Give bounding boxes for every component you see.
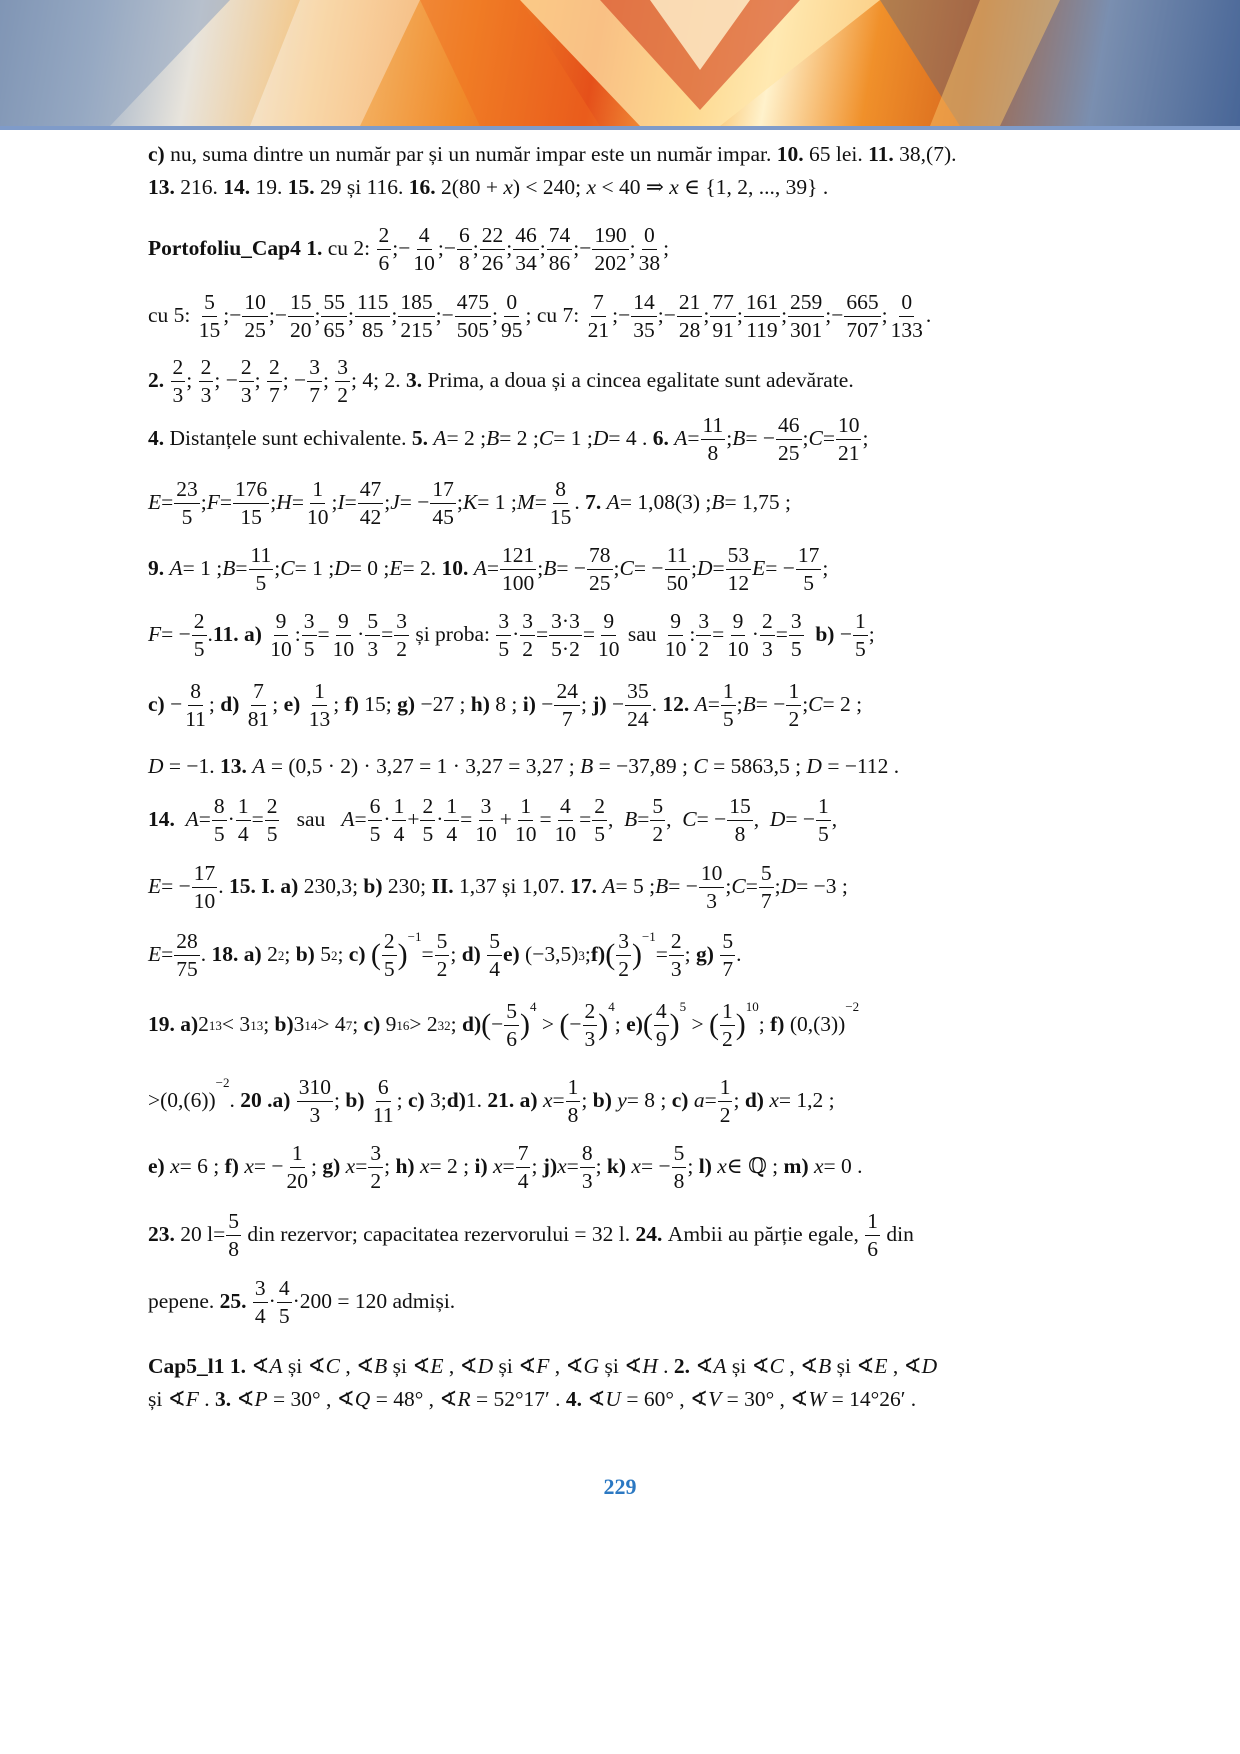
page-number: 229 <box>603 1474 637 1499</box>
line-2: 13. 216. 14. 19. 15. 29 și 116. 16. 2(80 + x) < 240; x < 40 ⇒ x ∈ {1, 2, ..., 39} . <box>148 175 829 199</box>
line-13: E = − 17 10 . 15. I. a) 230,3; b) 230; II. 1,37 și 1,07. 17. A = 5 ; B = − 10 3 ; C = 5 7 ; D = −3 ; <box>148 861 848 913</box>
line-1: c) nu, suma dintre un număr par și un număr impar este un număr impar. 10. 65 lei. 11. 38,(7). <box>148 142 957 166</box>
line-17: e) x = 6 ; f) x = − 1 20 ; g) x = 3 2 ; h) x = 2 ; i) x = 7 4 ; j) x = 8 3 ; k) x = − 5 8 ; l) x ∈ ℚ ; m) x = 0 . <box>148 1141 863 1193</box>
line-3: Portofoliu_Cap4 1. cu 2: 2 6 ;− 4 10 ;− 6 8 ; 22 26 ; 46 34 ; 74 86 ;− 190 202 ; 0 38 ; <box>148 223 670 275</box>
line-5: 2. 2 3 ; 2 3 ; − 2 3 ; 2 7 ; − 3 7 ; 3 2 ; 4; 2. 3. Prima, a doua și a cincea egalitate sunt adevărate. <box>148 355 854 407</box>
line-20: Cap5_l1 1. ∢A și ∢C , ∢B și ∢E , ∢D și ∢F , ∢G și ∢H . 2. ∢A și ∢C , ∢B și ∢E , ∢D <box>148 1354 938 1378</box>
line-14: E = 28 75 . 18. a) 2 2 ; b) 5 2 ; c) ( 2 5 ) $^{-1}$ = 5 2 ; d) 5 4 e) (−3,5) 3 ; f) ( 3 2 ) $^{-1}$ = 2 3 ; g) 5 7 . <box>148 929 742 981</box>
line-4: cu 5: 5 15 ;− 10 25 ;− 15 20 ; 55 65 ; 115 85 ; 185 215 ;− 475 505 ; 0 95 ; cu 7: 7 21 ;− 14 35 ;− 21 28 ; 77 91 ; 161 119 ; 259 301 ;− 665 707 ; 0 133 . <box>148 290 932 342</box>
line-21: și ∢F . 3. ∢P = 30° , ∢Q = 48° , ∢R = 52°17′ . 4. ∢U = 60° , ∢V = 30° , ∢W = 14°26′ . <box>148 1387 917 1411</box>
banner-geometric-artwork <box>0 0 1240 126</box>
line-19: pepene. 25. 3 4 · 4 5 ·200 = 120 admiși. <box>148 1276 456 1328</box>
line-10: c) − 8 11 ; d) 7 81 ; e) 1 13 ; f) 15; g) −27 ; h) 8 ; i) − 24 7 ; j) − 35 24 . 12. A = 1 5 ; B = − 1 2 ; C = 2 ; <box>148 679 863 731</box>
line-9: F = − 2 5 . 11. a) 9 10 : 3 5 = 9 10 · 5 3 = 3 2 și proba: 3 5 · 3 2 = 3·3 5·2 = 9 10 sau 9 10 : 3 2 = 9 10 · 2 3 = 3 5 b) − 1 5 ; <box>148 609 875 661</box>
line-12: 14. A = 8 5 · 1 4 = 2 5 sau A = 6 5 · 1 4 + 2 5 · 1 4 = 3 10 + 1 10 = 4 10 = 2 5 , B = 5 2 , C = − 15 8 , D = − 1 5 , <box>148 794 838 846</box>
header-rule <box>0 126 1240 130</box>
header-banner <box>0 0 1240 126</box>
line-6: 4. Distanțele sunt echivalente. 5. A = 2 ; B = 2 ; C = 1 ; D = 4 . 6. A = 11 8 ; B = − 46 25 ; C = 10 21 ; <box>148 413 869 465</box>
line-8: 9. A = 1 ; B = 11 5 ; C = 1 ; D = 0 ; E = 2. 10. A = 121 100 ; B = − 78 25 ; C = − 11 50 ; D = 53 12 E = − 17 5 ; <box>148 543 829 595</box>
line-7: E = 23 5 ; F = 176 15 ; H = 1 10 ; I = 47 42 ; J = − 17 45 ; K = 1 ; M = 8 15 . 7. A = 1,08(3) ; B = 1,75 ; <box>148 477 791 529</box>
line-18: 23. 20 l= 5 8 din rezervor; capacitatea rezervorului = 32 l. 24. Ambii au părție egale, 1 6 din <box>148 1209 914 1261</box>
line-16: >(0,(6)) −2 . 20 .a) 310 3 ; b) 6 11 ; c) 3; d) 1. 21. a) x = 1 8 ; b) y = 8 ; c) a = 1 2 ; d) x = 1,2 ; <box>148 1075 835 1127</box>
line-11: D = −1. 13. A = (0,5 · 2) · 3,27 = 1 · 3,27 = 3,27 ; B = −37,89 ; C = 5863,5 ; D = −112 . <box>148 754 900 778</box>
line-15: 19. a) 2 13 < 3 13 ; b) 3 14 > 4 7 ; c) 9 16 > 2 32 ; d) ( − 5 6 ) $^4$ > ( − 2 3 ) $^4$ ; e) ( 4 9 ) $^5$ > ( 1 2 ) $^{10}$ ; f) (0,(3)) −2 <box>148 999 860 1051</box>
